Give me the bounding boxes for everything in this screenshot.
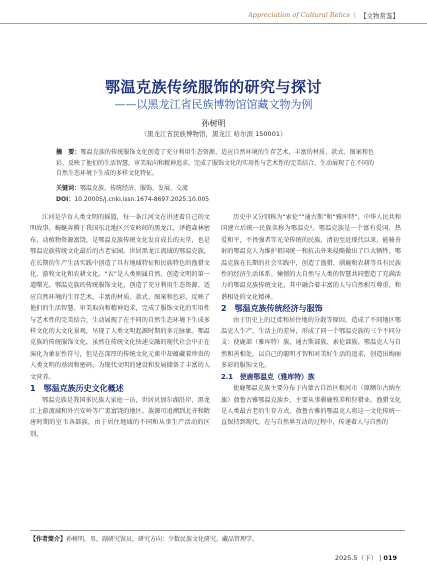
author-name: 孙树明 — [201, 119, 226, 128]
doi-link[interactable]: 10.20005/j.cnki.issn.1674-8697.2025.10.005 — [74, 196, 210, 203]
body-paragraph: 历史中又分别称为“索伦”“通古斯”和“雅库特”，中华人民共和国建立后统一民族名称为鄂温克²。鄂温克族是一个富有爱国、热爱和平，不畏强者等光荣传统的民族，清初至近现代以来，能骑善射的鄂温克人为维护祖国统一和抗击外来侵略做出了巨大牺牲。鄂温克族在长期的社会实践中，创造了渔猎、驯鹿和农耕等具有民族性的经济生活体系。憧憬的大自然与人类的智慧共同塑造了充满活力的鄂温克族传统文化，其中融合着丰富的人与自然相互尊重、和谐相处的文化精神。 — [221, 214, 401, 301]
journal-name-en: Appreciation of Cultural Relics — [247, 11, 350, 19]
keywords — [56, 184, 374, 193]
body-paragraph: 由于历史上的迁徙和居住地的分散等原因，造成了不同地区鄂温克人生产、生活上的差异，形成了同一个鄂温克族的三个不同分支：使鹿部（雅库特）族、通古斯部族、索伦部族。鄂温克人与自然和善相处，以自己的聪明才智和对美好生活的追求，创造出绚丽多彩的服饰文化。 — [221, 316, 401, 370]
article-subtitle: ——以黑龙江省民族博物馆馆藏文物为例 — [114, 98, 313, 111]
doi — [56, 195, 209, 204]
header-rule — [0, 23, 427, 24]
left-column — [30, 212, 210, 440]
body-paragraph: 鄂温克族是我国多民族大家庭一员，世居贝加尔湖沿岸、黑龙江上游流域和外兴安岭等广袤富饶的地区。族源可追溯到北齐和隋唐时期的室韦各部族，由于居住地域的不同和从事生产活动的区别， — [30, 396, 210, 438]
right-column — [221, 212, 401, 429]
journal-column-cn: 【文物赏鉴】 — [360, 11, 399, 20]
author-affiliation: （黑龙江省民族博物馆，黑龙江 哈尔滨 150001） — [140, 130, 287, 138]
page-separator: | — [379, 554, 384, 562]
running-header — [248, 7, 399, 23]
abstract — [56, 148, 374, 180]
article-title: 鄂温克族传统服饰的研究与探讨 — [104, 78, 322, 96]
footnote-text: 孙树明，男，副研究馆员，研究方向：少数民族文化研究、藏品管理学。 — [66, 536, 259, 543]
doi-label: DOI： — [56, 196, 75, 203]
page-footer — [335, 553, 397, 562]
keywords-label: 关键词： — [56, 185, 81, 192]
section-heading: 2 鄂温克族传统经济与服饰 — [221, 304, 323, 314]
keywords-text: 鄂温克族、传统经济、服饰、发展、交流 — [80, 185, 189, 192]
footnote-label: 【作者简介】 — [30, 536, 67, 543]
author-bio-footnote — [30, 534, 405, 543]
body-paragraph: 江河是孕育人类文明的摇篮，每一条江河文在讲述着自己的文明故事。蜿蜒奔腾于我国东北地区兴安岭间的黑龙江，泽抱森林密布、动植物资源富饶，是鄂温克族传统文化发育成长的天堂，也是鄂温克族传统文化最后的古老家园。世居黑龙江流域的鄂温克族，在长期的生产生活实践中创造了具有地域特征和民族特色的渔猎文化、游牧文化和农耕文化。“衣”是人类则属自然、创造文明的第一道曙光。鄂温克族的传统服饰文化，创造了充分利用生态资源、适应自然环境的生存艺术，丰富的材质、款式、图案和色彩，反映了他们的生活智慧、审美取向和精神追求，完成了服饰文化的实用性与艺术性的完美结合，生动展现了在不同的自然生态环境下生成多样文化的大文化景观，呈现了人类文明起源时期的多元脉象。鄂温克族的传统服饰文化，虽然在传统文化快速交融的现代社会中正在演化为象征性符号，但是在深厚的传统文化元素中却蕴藏着珍贵的人类文明的基因和密码，为现代文明的建设和发展储备了丰富的人文营养。 — [30, 214, 210, 381]
page-number: 019 — [383, 554, 397, 562]
footnote-rule — [30, 530, 405, 531]
section-heading: 1 鄂温克族历史文化概述 — [30, 384, 124, 394]
subsection-heading: 2.1 使鹿鄂温克（雅库特）族 — [221, 372, 315, 381]
issue-date: 2025.5（下） — [334, 554, 378, 562]
abstract-label: 摘 要： — [56, 149, 81, 156]
header-separator: | — [353, 11, 356, 19]
abstract-text: 鄂温克族的传统服饰文化创造了充分利用生态资源、适应自然环境的生存艺术，丰富的材质、款式、图案和色彩，反映了他们的生活智慧，审美取向和精神追求，完成了服饰文化的实用性与艺术性的完美结合，生动展现了在不同的自然生态环境下生成的多样文化特征。 — [56, 149, 375, 177]
body-paragraph: 使鹿鄂温克族主要分布于内蒙古自治区根河市（原额尔古纳左旗）敖鲁古雅鄂温克族乡，主要从事驯鹿牧养和狩猎业。渔猎文化是人类最古老的生存方式，敖鲁古雅的鄂温克人将这一文化传统一直保持到现代，在与自然界互动的过程中，传递着人与自然的 — [221, 385, 401, 427]
